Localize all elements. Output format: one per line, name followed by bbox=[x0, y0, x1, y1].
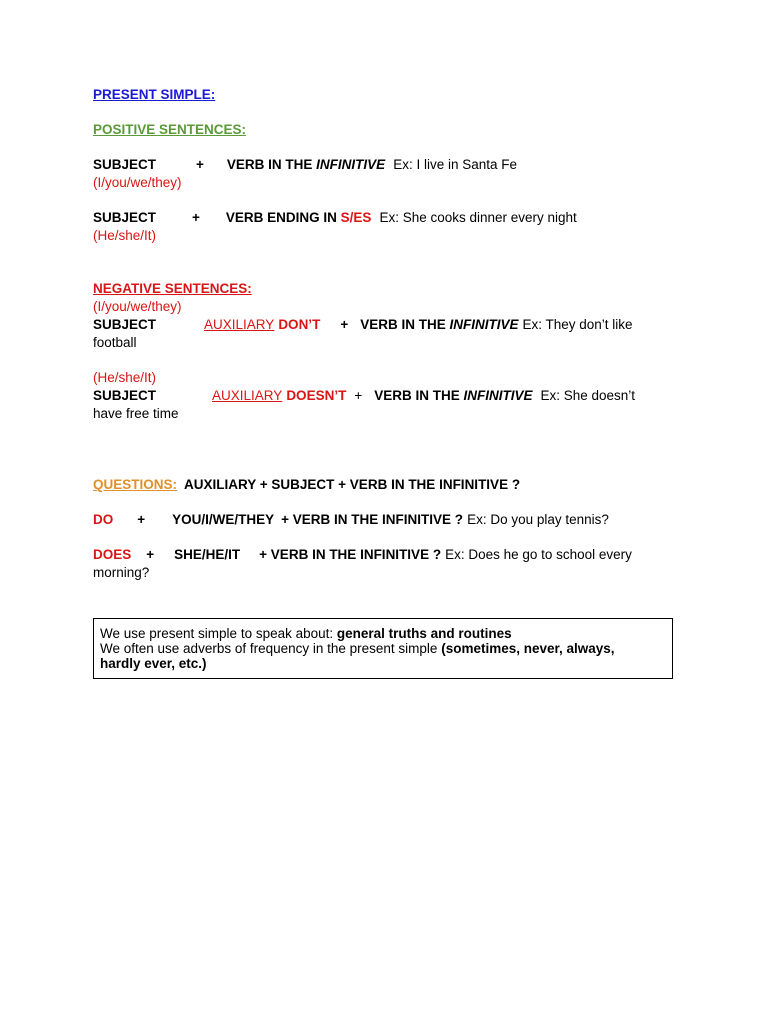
spacer bbox=[93, 104, 683, 121]
spacer bbox=[93, 245, 683, 280]
questions-heading: QUESTIONS: bbox=[93, 477, 178, 492]
verb-label: + VERB IN THE INFINITIVE ? bbox=[259, 547, 442, 562]
note-box bbox=[93, 618, 673, 679]
positive-rule-1-pronouns: (I/you/we/they) bbox=[93, 175, 182, 190]
question-does-rule bbox=[93, 546, 683, 564]
example-text: Ex: She cooks dinner every night bbox=[379, 210, 577, 225]
negative-rule-1-example-cont: football bbox=[93, 335, 137, 350]
verb-infinitive: INFINITIVE bbox=[316, 157, 386, 172]
aux-do: DO bbox=[93, 512, 114, 527]
question-do-rule bbox=[93, 511, 683, 529]
verb-infinitive: INFINITIVE bbox=[449, 317, 519, 332]
plus-sign: + bbox=[354, 388, 363, 403]
example-text: Ex: I live in Santa Fe bbox=[393, 157, 517, 172]
positive-rule-1 bbox=[93, 156, 683, 174]
verb-prefix: VERB ENDING IN bbox=[225, 210, 341, 225]
example-text: Ex: Does he go to school every bbox=[445, 547, 632, 562]
verb-label: + VERB IN THE INFINITIVE ? bbox=[281, 512, 464, 527]
positive-rule-2 bbox=[93, 209, 683, 227]
spacer bbox=[93, 139, 683, 156]
plus-sign: + bbox=[137, 512, 146, 527]
note-line-3: hardly ever, etc.) bbox=[100, 656, 207, 671]
verb-prefix: VERB IN THE bbox=[360, 317, 450, 332]
spacer bbox=[93, 423, 683, 476]
verb-prefix: VERB IN THE bbox=[374, 388, 464, 403]
ending-text: S/ES bbox=[340, 210, 372, 225]
note-line-1-text: We use present simple to speak about: bbox=[100, 626, 337, 641]
note-line-2-bold: (sometimes, never, always, bbox=[441, 641, 615, 656]
example-text: Ex: She doesn’t bbox=[540, 388, 636, 403]
auxiliary-label: AUXILIARY bbox=[204, 317, 275, 332]
subjects-label: YOU/I/WE/THEY bbox=[172, 512, 275, 527]
spacer bbox=[93, 529, 683, 546]
aux-word: DOESN’T bbox=[286, 388, 347, 403]
spacer bbox=[93, 192, 683, 209]
negative-heading: NEGATIVE SENTENCES: bbox=[93, 281, 252, 296]
negative-rule-1 bbox=[93, 316, 683, 334]
negative-rule-1-pronouns: (I/you/we/they) bbox=[93, 299, 182, 314]
plus-sign: + bbox=[192, 210, 200, 225]
plus-sign: + bbox=[196, 157, 204, 172]
verb-prefix: VERB IN THE bbox=[226, 157, 317, 172]
positive-rule-2-pronouns: (He/she/It) bbox=[93, 228, 157, 243]
questions-formula-line bbox=[93, 476, 683, 494]
document-body bbox=[93, 86, 683, 582]
positive-heading: POSITIVE SENTENCES: bbox=[93, 122, 247, 137]
example-text: Ex: They don’t like bbox=[522, 317, 633, 332]
page-title: PRESENT SIMPLE: bbox=[93, 87, 216, 102]
negative-rule-2-pronouns: (He/she/It) bbox=[93, 370, 157, 385]
note-line-2-text: We often use adverbs of frequency in the present simple bbox=[100, 641, 442, 656]
subject-label: SUBJECT bbox=[93, 317, 157, 332]
spacer bbox=[93, 352, 683, 369]
plus-sign: + bbox=[340, 317, 349, 332]
aux-does: DOES bbox=[93, 547, 132, 562]
auxiliary-label: AUXILIARY bbox=[212, 388, 283, 403]
note-line-1 bbox=[100, 626, 666, 641]
subject-label: SUBJECT bbox=[93, 157, 157, 172]
negative-rule-2 bbox=[93, 387, 683, 405]
subject-label: SUBJECT bbox=[93, 210, 157, 225]
subjects-label: SHE/HE/IT bbox=[174, 547, 241, 562]
subject-label: SUBJECT bbox=[93, 388, 157, 403]
example-text: Ex: Do you play tennis? bbox=[467, 512, 609, 527]
aux-word: DON’T bbox=[278, 317, 321, 332]
question-does-example-cont: morning? bbox=[93, 565, 150, 580]
note-line-1-bold: general truths and routines bbox=[336, 626, 512, 641]
note-line-2 bbox=[100, 641, 666, 656]
verb-infinitive: INFINITIVE bbox=[463, 388, 533, 403]
negative-rule-2-example-cont: have free time bbox=[93, 406, 179, 421]
questions-formula: AUXILIARY + SUBJECT + VERB IN THE INFINITIVE ? bbox=[184, 477, 521, 492]
spacer bbox=[93, 494, 683, 511]
plus-sign: + bbox=[146, 547, 155, 562]
